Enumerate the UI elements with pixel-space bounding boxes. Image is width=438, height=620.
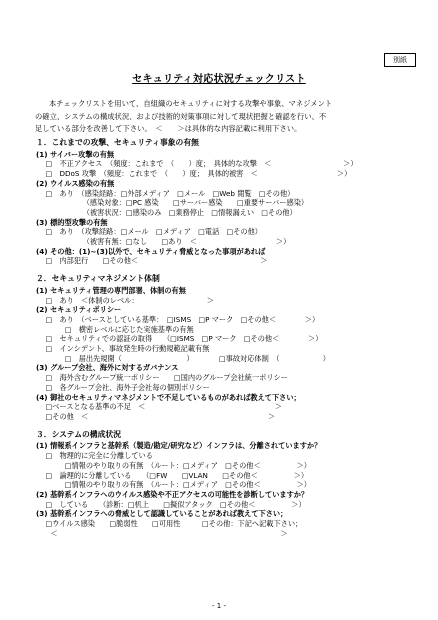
- checklist-line: （被害状況：□感染のみ □業務停止 □情報漏えい □その他）: [36, 207, 297, 217]
- checklist-line: （感染対象：□PC 感染 □サーバー感染 □重要サーバー感染）: [36, 198, 309, 208]
- item-heading: (3) グループ会社、海外に対するガバナンス: [36, 363, 179, 373]
- intro-line: 本チェックリストを用いて、自組織のセキュリティに対する攻撃や事象、マネジメント: [49, 99, 333, 108]
- checklist-line: □ 物理的に完全に分離している: [36, 451, 153, 461]
- intro-line: の確立、システムの構成状況、および技術的対策事項に対して現状把握と確認を行い、不: [35, 111, 327, 121]
- checklist-line: □その他 ＜ ＞: [36, 411, 276, 421]
- checklist-line: □ 海外含むグループ統一ポリシー □国内のグループ会社統一ポリシー: [36, 373, 288, 383]
- checklist-line: □ 内部犯行 □その他＜ ＞: [36, 256, 268, 266]
- item-heading: (1) サイバー攻撃の有無: [36, 149, 115, 159]
- page-number: - 1 -: [212, 602, 226, 610]
- item-heading: (1) 情報系インフラと基幹系（製造/勘定/研究など）インフラは、分離されていますか？: [36, 441, 322, 451]
- checklist-line: □ 論理的に分離している （□FW □VLAN □その他＜ ＞）: [36, 470, 309, 480]
- item-heading: (4) その他：(1)~(3)以外で、セキュリティ脅威となった事項があれば: [36, 246, 266, 256]
- page-title: セキュリティ対応状況チェックリスト: [132, 74, 306, 85]
- section-3-heading: ３．システムの構成状況: [36, 429, 121, 439]
- checklist-line: □ している （診断：□机上 □擬似アタック □その他＜ ＞）: [36, 499, 306, 509]
- item-heading: (3) 標的型攻撃の有無: [36, 217, 108, 227]
- intro-line: 足している部分を改善して下さい。 ＜ ＞は具体的な内容記載に利用下さい。: [35, 124, 302, 133]
- checklist-line: □ 不正アクセス （頻度：これまで （ ）度； 具体的な攻撃 ＜ ＞）: [36, 159, 358, 169]
- checklist-line: □ 各グループ会社、海外子会社毎の個別ポリシー: [36, 382, 210, 392]
- checklist-line: □ 届出先規開（ ） □事故対応体制 （ ）: [36, 353, 330, 363]
- intro-paragraph: [35, 98, 410, 136]
- checklist-line: □ あり （感染経路：□外部メディア □メール □Web 閲覧 □その他）: [36, 188, 295, 198]
- attachment-stamp: 別紙: [384, 53, 416, 67]
- item-heading: (2) ウイルス感染の有無: [36, 178, 115, 188]
- item-heading: (1) セキュリティ管理の専門部署、体制の有無: [36, 285, 186, 295]
- item-heading: (3) 基幹系インフラへの脅威として認識していることがあれば教えて下さい；: [36, 509, 288, 519]
- checklist-line: □ あり （攻撃経路：□メール □メディア □電話 □その他）: [36, 227, 262, 237]
- checklist-line: □ウイルス感染 □脆弱性 □可用性 □その他：下記へ記載下さい；: [36, 519, 303, 529]
- checklist-line: ＜ ＞: [36, 528, 288, 538]
- checklist-line: □ セキュリティでの認証の取得 （□ISMS □P マーク □その他＜ ＞）: [36, 334, 323, 344]
- checklist-line: □ インシデント、事故発生時の行動規範記載有無: [36, 344, 210, 354]
- checklist-line: □ベースとなる基準の不足 ＜ ＞: [36, 402, 282, 412]
- checklist-line: （被害有無：□なし □あり ＜ ＞）: [36, 237, 291, 247]
- section-1-heading: １．これまでの攻撃、セキュリティ事象の有無: [36, 138, 199, 147]
- checklist-line: □ あり ＜体制のレベル： ＞: [36, 295, 214, 305]
- checklist-line: □ あり （ベースとしている基準： □ISMS □P マーク □その他＜ ＞）: [36, 314, 320, 324]
- checklist-body: [36, 138, 414, 538]
- checklist-line: □ 横密レベルに応じた実施基準の有無: [36, 324, 194, 334]
- item-heading: (4) 御社のセキュリティマネジメントで不足しているものがあれば教えて下さい；: [36, 392, 301, 402]
- item-heading: (2) セキュリティポリシー: [36, 305, 122, 315]
- checklist-line: □ DDoS 攻撃 （頻度：これまで （ ）度； 具体的被害 ＜ ＞）: [36, 169, 352, 179]
- checklist-line: □情報のやり取りの有無 （ルート：□メディア □その他＜ ＞）: [36, 460, 311, 470]
- item-heading: (2) 基幹系インフラへのウイルス感染や不正アクセスの可能性を診断していますか？: [36, 489, 309, 499]
- section-2-heading: ２．セキュリティマネジメント体制: [36, 274, 160, 284]
- checklist-line: □情報のやり取りの有無 （ルート：□メディア □その他＜ ＞）: [36, 480, 311, 490]
